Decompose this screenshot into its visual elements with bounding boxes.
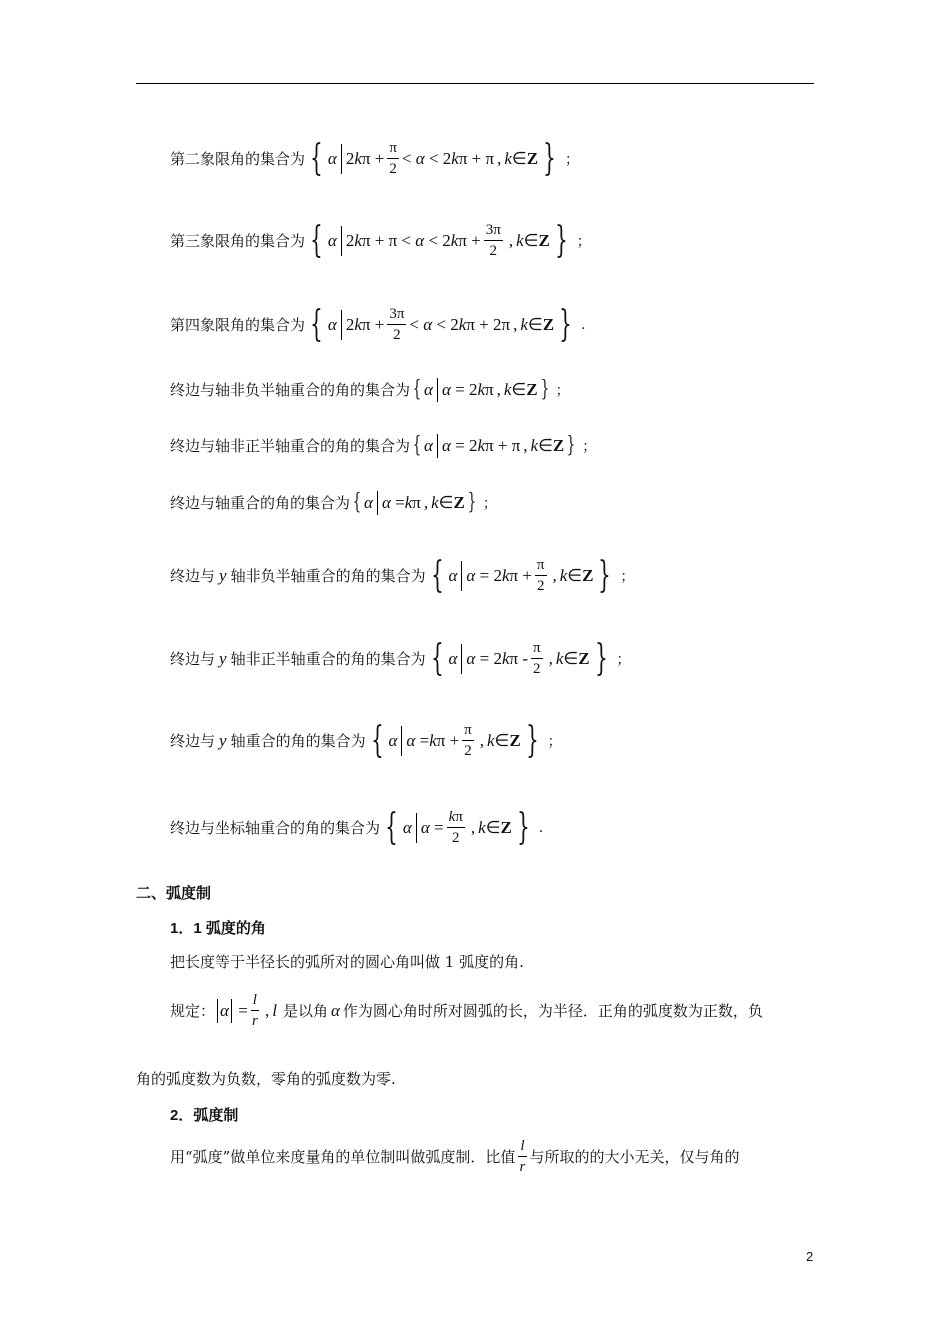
line-prefix: 终边与轴非负半轴重合的角的集合为 (170, 381, 411, 399)
rule-paragraph: 规定： α = $\frac{l}{r}$ , l 是以角 α 作为圆心角时所对圆弧的长，为半径．正角的弧度数为正数，负 (170, 992, 763, 1029)
set-expression: { α 2 k π + π < α < 2 k π + $\frac{3\pi}{2}$ , k ∈ Z } (310, 220, 568, 261)
quadrant-2-set: 第二象限角的集合为 { α 2 k π + $\frac{\pi}{2}$ < α < 2 k π + π , k ∈ Z } ； (170, 138, 579, 179)
y-nonneg-axis-set: 终边与 y 轴非负半轴重合的角的集合为 { α α = 2 k π + $\frac{\pi}{2}$ , k ∈ Z } ； (170, 555, 635, 596)
set-expression: { α 2 k π + $\frac{\pi}{2}$ < α < 2 k π + π , k ∈ Z } (310, 138, 556, 179)
subheading-2: 2．弧度制 (170, 1107, 239, 1124)
ratio-l-over-r: $\frac{l}{r}$ (519, 1138, 526, 1175)
y-axis-set: 终边与 y 轴重合的角的集合为 { α α = k π + $\frac{\pi}{2}$ , k ∈ Z } ； (170, 720, 562, 761)
paragraph-1: 把长度等于半径长的弧所对的圆心角叫做 1 弧度的角. (170, 953, 524, 971)
set-expression: { α α = $\frac{k\pi}{2}$ , k ∈ Z } (385, 807, 530, 848)
axis-letter: y (219, 648, 227, 668)
line-prefix: 第二象限角的集合为 (170, 150, 306, 168)
set-expression: { α 2 k π + $\frac{3\pi}{2}$ < α < 2 k π + 2π , k ∈ Z } (310, 304, 572, 345)
section-heading: 二、弧度制 (136, 885, 212, 902)
set-expression: { α α = 2 k π - $\frac{\pi}{2}$ , k ∈ Z } (430, 638, 608, 679)
page-number: 2 (806, 1249, 814, 1264)
paragraph-continuation: 角的弧度数为负数，零角的弧度数为零. (136, 1070, 396, 1088)
set-expression: { α α = 2 k π + π , k ∈ Z } (412, 433, 576, 458)
set-expression: { α α = k π + $\frac{\pi}{2}$ , k ∈ Z } (370, 720, 539, 761)
axis-letter: y (219, 565, 227, 585)
line-prefix: 终边与轴重合的角的集合为 (170, 494, 351, 512)
set-expression: { α α = 2 k π , k ∈ Z } (412, 377, 549, 402)
formula-radian: α = $\frac{l}{r}$ , l (215, 992, 277, 1029)
x-nonneg-axis-set: 终边与轴非负半轴重合的角的集合为 { α α = 2 k π , k ∈ Z } ； (170, 377, 570, 402)
quadrant-4-set: 第四象限角的集合为 { α 2 k π + $\frac{3\pi}{2}$ < α < 2 k π + 2π , k ∈ Z } . (170, 304, 586, 345)
line-prefix: 终边与轴非正半轴重合的角的集合为 (170, 437, 411, 455)
set-expression: { α α = 2 k π + $\frac{\pi}{2}$ , k ∈ Z } (430, 555, 612, 596)
set-expression: { α α = k π , k ∈ Z } (352, 490, 477, 515)
paragraph-2: 用“弧度”做单位来度量角的单位制叫做弧度制．比值 $\frac{l}{r}$ 与所取的的大小无关，仅与角的 (170, 1138, 740, 1175)
line-prefix: 终边与坐标轴重合的角的集合为 (170, 819, 381, 837)
subheading-1: 1．1 弧度的角 (170, 920, 266, 937)
quadrant-3-set: 第三象限角的集合为 { α 2 k π + π < α < 2 k π + $\frac{3\pi}{2}$ , k ∈ Z } ； (170, 220, 591, 261)
line-prefix: 第四象限角的集合为 (170, 316, 306, 334)
x-nonpos-axis-set: 终边与轴非正半轴重合的角的集合为 { α α = 2 k π + π , k ∈ Z } ； (170, 433, 597, 458)
y-nonpos-axis-set: 终边与 y 轴非正半轴重合的角的集合为 { α α = 2 k π - $\frac{\pi}{2}$ , k ∈ Z } ； (170, 638, 631, 679)
header-rule (136, 83, 814, 84)
x-axis-set: 终边与轴重合的角的集合为 { α α = k π , k ∈ Z } ； (170, 490, 497, 515)
axis-letter: y (219, 730, 227, 750)
coordinate-axes-set: 终边与坐标轴重合的角的集合为 { α α = $\frac{k\pi}{2}$ , k ∈ Z } . (170, 807, 544, 848)
line-prefix: 第三象限角的集合为 (170, 232, 306, 250)
